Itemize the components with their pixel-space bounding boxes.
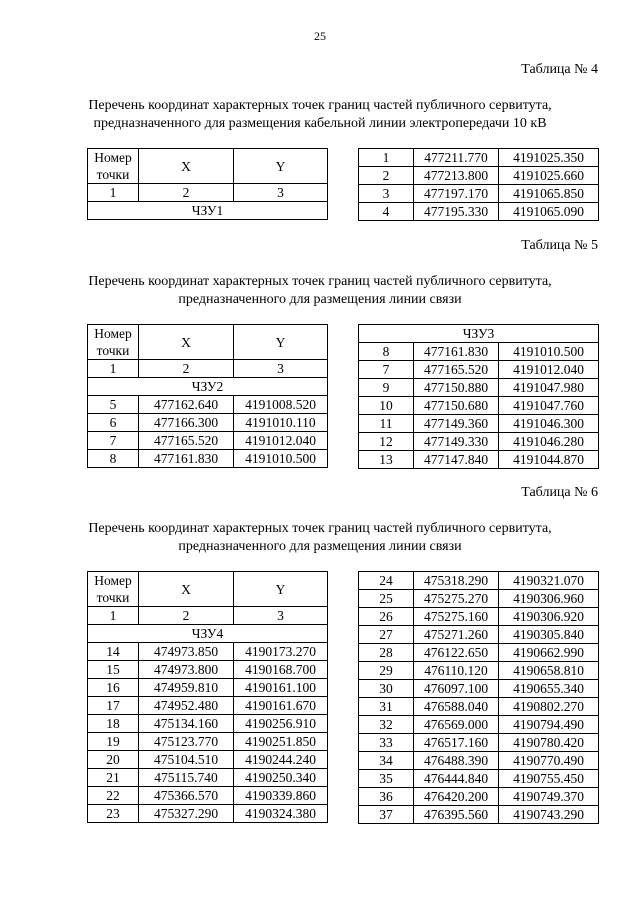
table-row bbox=[359, 644, 599, 662]
table4-caption: Таблица № 4 bbox=[521, 62, 598, 77]
point-number-cell: 26 bbox=[359, 608, 414, 626]
y-coordinate-cell: 4190321.070 bbox=[499, 572, 599, 590]
table-row bbox=[359, 415, 599, 433]
y-coordinate-cell: 4190658.810 bbox=[499, 662, 599, 680]
point-number-cell: 17 bbox=[88, 697, 139, 715]
point-number-cell: 5 bbox=[88, 396, 139, 414]
x-coordinate-cell: 474973.800 bbox=[139, 661, 234, 679]
point-number-cell: 22 bbox=[88, 787, 139, 805]
x-coordinate-cell: 476588.040 bbox=[414, 698, 499, 716]
point-number-cell: 13 bbox=[359, 451, 414, 469]
table5-right bbox=[358, 324, 599, 469]
x-coordinate-cell: 476517.160 bbox=[414, 734, 499, 752]
col-x-header: X bbox=[139, 325, 234, 360]
y-coordinate-cell: 4190173.270 bbox=[234, 643, 328, 661]
index-row bbox=[88, 607, 328, 625]
zone-row bbox=[88, 625, 328, 643]
col-x-header: X bbox=[139, 572, 234, 607]
point-number-cell: 16 bbox=[88, 679, 139, 697]
point-number-cell: 11 bbox=[359, 415, 414, 433]
x-coordinate-cell: 477161.830 bbox=[414, 343, 499, 361]
col-point-header: Номер точки bbox=[88, 149, 139, 184]
y-coordinate-cell: 4190256.910 bbox=[234, 715, 328, 733]
table-row bbox=[359, 203, 599, 221]
col-y-header: Y bbox=[234, 572, 328, 607]
y-coordinate-cell: 4191046.280 bbox=[499, 433, 599, 451]
table-row bbox=[359, 752, 599, 770]
col-y-header: Y bbox=[234, 149, 328, 184]
y-coordinate-cell: 4191010.500 bbox=[234, 450, 328, 468]
x-coordinate-cell: 477150.680 bbox=[414, 397, 499, 415]
point-number-cell: 1 bbox=[359, 149, 414, 167]
table5-title-line1: Перечень координат характерных точек границ частей публичного сервитута, bbox=[88, 274, 552, 289]
table-row bbox=[359, 590, 599, 608]
point-number-cell: 37 bbox=[359, 806, 414, 824]
point-number-cell: 33 bbox=[359, 734, 414, 752]
y-coordinate-cell: 4191044.870 bbox=[499, 451, 599, 469]
x-coordinate-cell: 474973.850 bbox=[139, 643, 234, 661]
table-row bbox=[359, 397, 599, 415]
point-number-cell: 15 bbox=[88, 661, 139, 679]
table-row bbox=[88, 396, 328, 414]
x-coordinate-cell: 476488.390 bbox=[414, 752, 499, 770]
x-coordinate-cell: 475275.270 bbox=[414, 590, 499, 608]
x-coordinate-cell: 476395.560 bbox=[414, 806, 499, 824]
x-coordinate-cell: 477162.640 bbox=[139, 396, 234, 414]
x-coordinate-cell: 475275.160 bbox=[414, 608, 499, 626]
table-row bbox=[359, 680, 599, 698]
point-number-cell: 24 bbox=[359, 572, 414, 590]
x-coordinate-cell: 476097.100 bbox=[414, 680, 499, 698]
table-row bbox=[88, 769, 328, 787]
point-number-cell: 4 bbox=[359, 203, 414, 221]
table5-caption: Таблица № 5 bbox=[521, 238, 598, 253]
y-coordinate-cell: 4190306.920 bbox=[499, 608, 599, 626]
index-cell: 2 bbox=[139, 360, 234, 378]
table-row bbox=[88, 643, 328, 661]
x-coordinate-cell: 476110.120 bbox=[414, 662, 499, 680]
x-coordinate-cell: 477213.800 bbox=[414, 167, 499, 185]
x-coordinate-cell: 475115.740 bbox=[139, 769, 234, 787]
table-row bbox=[359, 806, 599, 824]
y-coordinate-cell: 4190802.270 bbox=[499, 698, 599, 716]
point-number-cell: 27 bbox=[359, 626, 414, 644]
table4-right bbox=[358, 148, 599, 221]
index-row bbox=[88, 184, 328, 202]
y-coordinate-cell: 4191010.110 bbox=[234, 414, 328, 432]
y-coordinate-cell: 4190168.700 bbox=[234, 661, 328, 679]
x-coordinate-cell: 474952.480 bbox=[139, 697, 234, 715]
header-row bbox=[88, 149, 328, 184]
y-coordinate-cell: 4190306.960 bbox=[499, 590, 599, 608]
table6-right bbox=[358, 571, 599, 824]
x-coordinate-cell: 475327.290 bbox=[139, 805, 234, 823]
table-row bbox=[88, 661, 328, 679]
index-cell: 3 bbox=[234, 184, 328, 202]
zone-row bbox=[88, 378, 328, 396]
point-number-cell: 3 bbox=[359, 185, 414, 203]
x-coordinate-cell: 475104.510 bbox=[139, 751, 234, 769]
x-coordinate-cell: 477197.170 bbox=[414, 185, 499, 203]
y-coordinate-cell: 4191065.850 bbox=[499, 185, 599, 203]
x-coordinate-cell: 476444.840 bbox=[414, 770, 499, 788]
table6-title bbox=[0, 520, 640, 556]
y-coordinate-cell: 4191008.520 bbox=[234, 396, 328, 414]
x-coordinate-cell: 477165.520 bbox=[414, 361, 499, 379]
x-coordinate-cell: 475134.160 bbox=[139, 715, 234, 733]
y-coordinate-cell: 4191012.040 bbox=[499, 361, 599, 379]
zone-row bbox=[359, 325, 599, 343]
point-number-cell: 23 bbox=[88, 805, 139, 823]
x-coordinate-cell: 477161.830 bbox=[139, 450, 234, 468]
y-coordinate-cell: 4190250.340 bbox=[234, 769, 328, 787]
y-coordinate-cell: 4190251.850 bbox=[234, 733, 328, 751]
point-number-cell: 12 bbox=[359, 433, 414, 451]
table-row bbox=[359, 770, 599, 788]
table6-left bbox=[87, 571, 328, 823]
y-coordinate-cell: 4191012.040 bbox=[234, 432, 328, 450]
table-row bbox=[359, 788, 599, 806]
table-row bbox=[359, 734, 599, 752]
table4-title bbox=[0, 97, 640, 133]
table5-title-line2: предназначенного для размещения линии связи bbox=[178, 292, 462, 307]
y-coordinate-cell: 4191025.660 bbox=[499, 167, 599, 185]
y-coordinate-cell: 4190305.840 bbox=[499, 626, 599, 644]
table-row bbox=[88, 450, 328, 468]
zone-label: ЧЗУ1 bbox=[88, 202, 328, 220]
table-row bbox=[359, 626, 599, 644]
x-coordinate-cell: 475366.570 bbox=[139, 787, 234, 805]
table-row bbox=[88, 751, 328, 769]
point-number-cell: 20 bbox=[88, 751, 139, 769]
point-number-cell: 28 bbox=[359, 644, 414, 662]
point-number-cell: 8 bbox=[359, 343, 414, 361]
x-coordinate-cell: 475123.770 bbox=[139, 733, 234, 751]
table-row bbox=[359, 167, 599, 185]
y-coordinate-cell: 4190794.490 bbox=[499, 716, 599, 734]
point-number-cell: 2 bbox=[359, 167, 414, 185]
x-coordinate-cell: 474959.810 bbox=[139, 679, 234, 697]
x-coordinate-cell: 477147.840 bbox=[414, 451, 499, 469]
table6-title-line2: предназначенного для размещения линии связи bbox=[178, 539, 462, 554]
table6-title-line1: Перечень координат характерных точек границ частей публичного сервитута, bbox=[88, 521, 552, 536]
table-row bbox=[88, 715, 328, 733]
index-cell: 2 bbox=[139, 607, 234, 625]
point-number-cell: 19 bbox=[88, 733, 139, 751]
table-row bbox=[88, 414, 328, 432]
point-number-cell: 7 bbox=[88, 432, 139, 450]
x-coordinate-cell: 476569.000 bbox=[414, 716, 499, 734]
table-row bbox=[88, 805, 328, 823]
point-number-cell: 31 bbox=[359, 698, 414, 716]
col-y-header: Y bbox=[234, 325, 328, 360]
zone-label: ЧЗУ3 bbox=[359, 325, 599, 343]
point-number-cell: 8 bbox=[88, 450, 139, 468]
table-row bbox=[88, 787, 328, 805]
x-coordinate-cell: 477149.360 bbox=[414, 415, 499, 433]
y-coordinate-cell: 4190755.450 bbox=[499, 770, 599, 788]
point-number-cell: 25 bbox=[359, 590, 414, 608]
table5-title bbox=[0, 273, 640, 309]
y-coordinate-cell: 4190161.100 bbox=[234, 679, 328, 697]
point-number-cell: 6 bbox=[88, 414, 139, 432]
index-cell: 3 bbox=[234, 360, 328, 378]
table-row bbox=[359, 572, 599, 590]
point-number-cell: 14 bbox=[88, 643, 139, 661]
x-coordinate-cell: 476122.650 bbox=[414, 644, 499, 662]
y-coordinate-cell: 4190655.340 bbox=[499, 680, 599, 698]
y-coordinate-cell: 4190780.420 bbox=[499, 734, 599, 752]
y-coordinate-cell: 4191046.300 bbox=[499, 415, 599, 433]
table-row bbox=[359, 185, 599, 203]
header-row bbox=[88, 572, 328, 607]
y-coordinate-cell: 4190324.380 bbox=[234, 805, 328, 823]
y-coordinate-cell: 4191025.350 bbox=[499, 149, 599, 167]
table-row bbox=[88, 679, 328, 697]
table-row bbox=[359, 698, 599, 716]
x-coordinate-cell: 477150.880 bbox=[414, 379, 499, 397]
y-coordinate-cell: 4190770.490 bbox=[499, 752, 599, 770]
y-coordinate-cell: 4191047.980 bbox=[499, 379, 599, 397]
table6-caption: Таблица № 6 bbox=[521, 485, 598, 500]
table-row bbox=[88, 697, 328, 715]
col-point-header: Номер точки bbox=[88, 325, 139, 360]
table4-title-line1: Перечень координат характерных точек границ частей публичного сервитута, bbox=[88, 98, 552, 113]
page-number: 25 bbox=[314, 29, 326, 43]
table-row bbox=[359, 379, 599, 397]
table4-title-line2: предназначенного для размещения кабельной линии электропередачи 10 кВ bbox=[93, 116, 547, 131]
index-cell: 1 bbox=[88, 184, 139, 202]
point-number-cell: 34 bbox=[359, 752, 414, 770]
y-coordinate-cell: 4191065.090 bbox=[499, 203, 599, 221]
x-coordinate-cell: 477165.520 bbox=[139, 432, 234, 450]
index-row bbox=[88, 360, 328, 378]
zone-label: ЧЗУ2 bbox=[88, 378, 328, 396]
y-coordinate-cell: 4190339.860 bbox=[234, 787, 328, 805]
y-coordinate-cell: 4191010.500 bbox=[499, 343, 599, 361]
table-row bbox=[359, 716, 599, 734]
col-x-header: X bbox=[139, 149, 234, 184]
table-row bbox=[359, 149, 599, 167]
header-row bbox=[88, 325, 328, 360]
point-number-cell: 21 bbox=[88, 769, 139, 787]
table-row bbox=[359, 343, 599, 361]
point-number-cell: 10 bbox=[359, 397, 414, 415]
col-point-header: Номер точки bbox=[88, 572, 139, 607]
table4-left bbox=[87, 148, 328, 220]
table-row bbox=[359, 608, 599, 626]
x-coordinate-cell: 475271.260 bbox=[414, 626, 499, 644]
x-coordinate-cell: 477149.330 bbox=[414, 433, 499, 451]
index-cell: 2 bbox=[139, 184, 234, 202]
y-coordinate-cell: 4190749.370 bbox=[499, 788, 599, 806]
index-cell: 3 bbox=[234, 607, 328, 625]
table-row bbox=[359, 433, 599, 451]
point-number-cell: 18 bbox=[88, 715, 139, 733]
y-coordinate-cell: 4190743.290 bbox=[499, 806, 599, 824]
point-number-cell: 29 bbox=[359, 662, 414, 680]
table-row bbox=[359, 361, 599, 379]
table5-left bbox=[87, 324, 328, 468]
point-number-cell: 9 bbox=[359, 379, 414, 397]
x-coordinate-cell: 475318.290 bbox=[414, 572, 499, 590]
table-row bbox=[359, 451, 599, 469]
zone-row bbox=[88, 202, 328, 220]
point-number-cell: 30 bbox=[359, 680, 414, 698]
table-row bbox=[88, 432, 328, 450]
index-cell: 1 bbox=[88, 360, 139, 378]
zone-label: ЧЗУ4 bbox=[88, 625, 328, 643]
x-coordinate-cell: 477195.330 bbox=[414, 203, 499, 221]
x-coordinate-cell: 477166.300 bbox=[139, 414, 234, 432]
x-coordinate-cell: 477211.770 bbox=[414, 149, 499, 167]
table-row bbox=[359, 662, 599, 680]
y-coordinate-cell: 4190662.990 bbox=[499, 644, 599, 662]
x-coordinate-cell: 476420.200 bbox=[414, 788, 499, 806]
point-number-cell: 35 bbox=[359, 770, 414, 788]
point-number-cell: 7 bbox=[359, 361, 414, 379]
table-row bbox=[88, 733, 328, 751]
y-coordinate-cell: 4191047.760 bbox=[499, 397, 599, 415]
index-cell: 1 bbox=[88, 607, 139, 625]
y-coordinate-cell: 4190244.240 bbox=[234, 751, 328, 769]
y-coordinate-cell: 4190161.670 bbox=[234, 697, 328, 715]
point-number-cell: 36 bbox=[359, 788, 414, 806]
point-number-cell: 32 bbox=[359, 716, 414, 734]
